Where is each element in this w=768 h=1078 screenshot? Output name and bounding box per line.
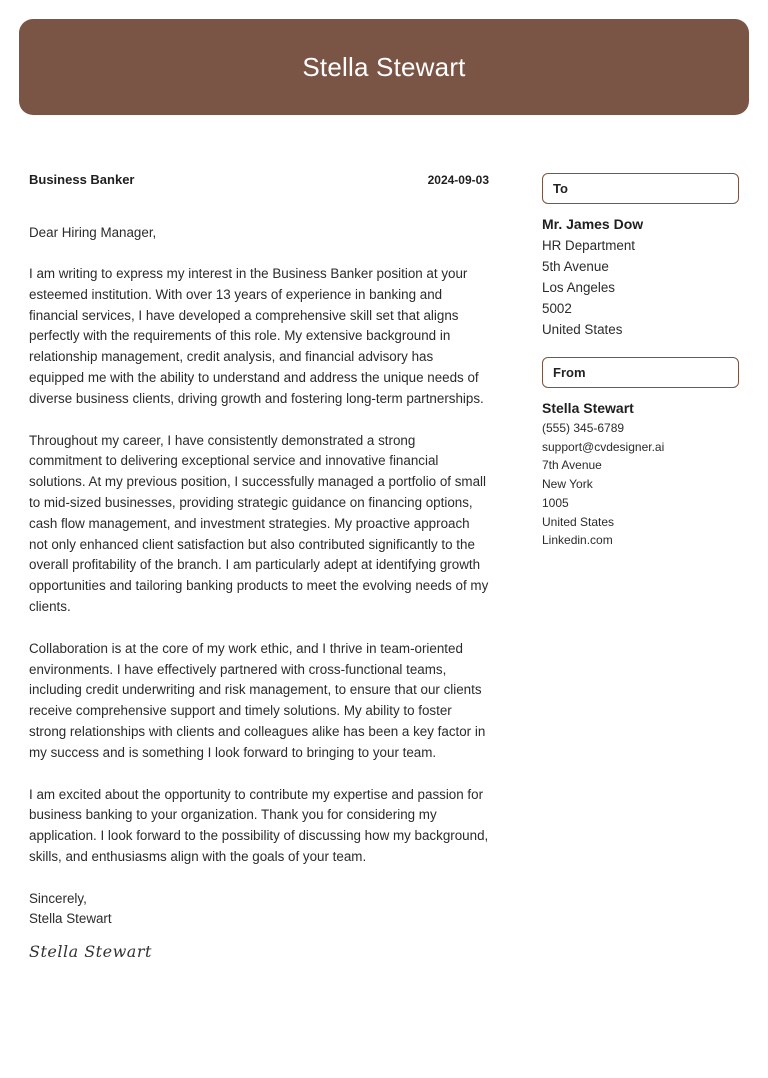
closing-phrase: Sincerely, <box>29 890 87 906</box>
from-label: From <box>553 365 586 380</box>
sender-city: New York <box>542 477 593 492</box>
from-label-box <box>542 357 739 388</box>
to-label-box <box>542 173 739 204</box>
sender-email: support@cvdesigner.ai <box>542 439 665 454</box>
recipient-street: 5th Avenue <box>542 259 609 274</box>
letter-meta <box>29 172 489 194</box>
handwritten-signature: Stella Stewart <box>29 941 152 961</box>
recipient-section <box>542 173 739 340</box>
paragraph-3: Collaboration is at the core of my work ethic, and I thrive in team-oriented environments. I have effectively partnered with cross-functional teams, including credit underwriting and risk management, to ensure that our clients receive comprehensive support and timely solutions. My ability to foster strong relationships with clients and colleagues alike has been a key factor in my success and is something I look forward to bringing to your team. <box>29 640 486 760</box>
recipient-country: United States <box>542 322 623 337</box>
sender-details <box>542 398 739 550</box>
recipient-city: Los Angeles <box>542 280 615 295</box>
recipient-department: HR Department <box>542 238 636 253</box>
closing-name: Stella Stewart <box>29 911 112 927</box>
paragraph-1: I am writing to express my interest in the Business Banker position at your esteemed institution. With over 13 years of experience in banking and financial services, I have developed a comprehensive skill set that aligns perfectly with the requirements of this role. My extensive background in relationship management, credit analysis, and financial advisory has equipped me with the ability to understand and address the unique needs of diverse business clients, driving growth and fostering long-term partnerships. <box>29 266 484 406</box>
sender-country: United States <box>542 514 615 529</box>
closing-block <box>29 889 489 930</box>
header-banner <box>19 19 749 115</box>
applicant-name: Stella Stewart <box>302 51 466 82</box>
sender-street: 7th Avenue <box>542 458 602 473</box>
paragraph-2: Throughout my career, I have consistently demonstrated a strong commitment to delivering exceptional service and innovative financial solutions. At my previous position, I successfully managed a portfolio of small to mid-sized businesses, providing strategic guidance on financing options, cash flow management, and investment strategies. My proactive approach not only enhanced client satisfaction but also contributed significantly to the overall profitability of the branch. I am particularly adept at identifying growth opportunities and tailoring banking products to meet the evolving needs of my clients. <box>29 432 489 614</box>
recipient-name: Mr. James Dow <box>542 216 644 232</box>
to-label: To <box>553 181 568 196</box>
sender-postal-code: 1005 <box>542 495 569 510</box>
sender-phone: (555) 345-6789 <box>542 421 625 435</box>
salutation: Dear Hiring Manager, <box>29 225 157 240</box>
job-title: Business Banker <box>29 172 135 187</box>
sender-name: Stella Stewart <box>542 400 634 416</box>
recipient-postal-code: 5002 <box>542 301 572 316</box>
letter-date: 2024-09-03 <box>427 173 489 187</box>
paragraph-4: I am excited about the opportunity to contribute my expertise and passion for business banking to your organization. Thank you for considering my application. I look forward to the possibility of discussing how my background, skills, and enthusiasms align with the goals of your team. <box>29 786 489 864</box>
letter-body <box>29 172 489 961</box>
sender-website: Linkedin.com <box>542 533 613 548</box>
recipient-details <box>542 214 739 340</box>
sender-section <box>542 357 739 550</box>
